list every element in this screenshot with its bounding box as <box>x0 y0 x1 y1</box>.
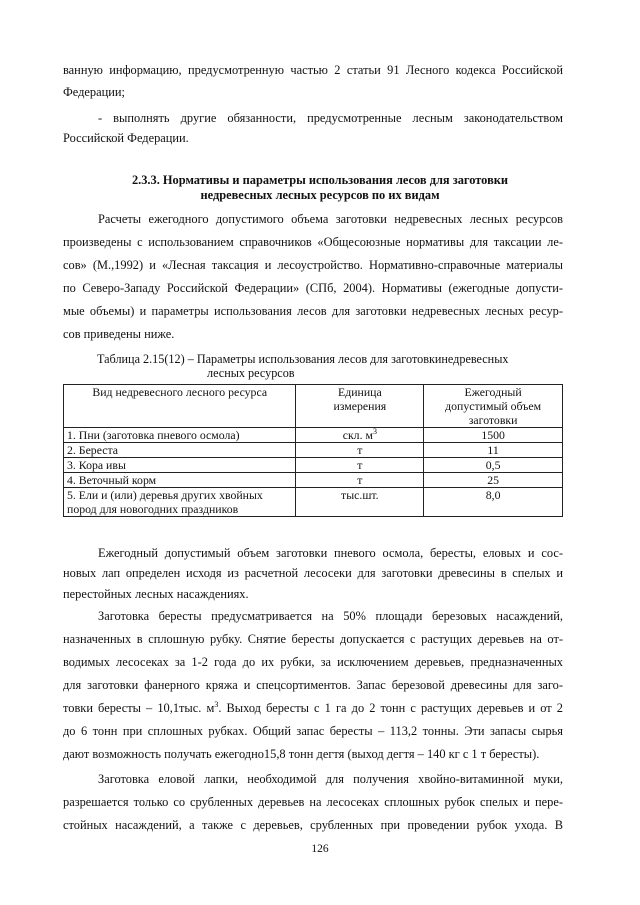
header-unit: Единица измерения <box>296 385 424 428</box>
para3-line-4: для заготовки фанерного кряжа и спецсортиментов. Запас березовой древесины для заго- <box>63 678 563 692</box>
cell-resource: 4. Веточный корм <box>64 473 296 488</box>
cell-value: 0,5 <box>424 458 563 473</box>
intro-line-4: Российской Федерации. <box>63 131 189 145</box>
table-row <box>64 488 563 517</box>
cell-unit: т <box>296 473 424 488</box>
para2-line-2: новых лап определен исходя из расчетной лесосеки для заготовки древесины в спелых и <box>63 566 563 580</box>
para3-line-3: водимых лесосеках за 1-2 года до их рубки, за исключением деревьев, предназначенных <box>63 655 563 669</box>
table-row <box>64 473 563 488</box>
table-caption-line-1: Таблица 2.15(12) – Параметры использования лесов для заготовкинедревесных <box>97 352 509 366</box>
cell-unit: т <box>296 458 424 473</box>
table-row <box>64 428 563 443</box>
table-row <box>64 458 563 473</box>
para4-line-1: Заготовка еловой лапки, необходимой для получения хвойно-витаминной муки, <box>98 772 563 786</box>
para3-line-1: Заготовка бересты предусматривается на 50% площади березовых насаждений, <box>98 609 563 623</box>
cell-unit: т <box>296 443 424 458</box>
header-resource-type: Вид недревесного лесного ресурса <box>64 385 296 428</box>
para4-line-2: разрешается только со срубленных деревьев на лесосеках сплошных рубок спелых и пере- <box>63 795 563 809</box>
cell-unit: скл. $м^3$ <box>296 428 424 443</box>
cell-value: 8,0 <box>424 488 563 517</box>
intro-line-3: - выполнять другие обязанности, предусмотренные лесным законодательством <box>98 111 563 125</box>
intro-line-1: ванную информацию, предусмотренную частью 2 статьи 91 Лесного кодекса Российской <box>63 63 563 77</box>
table-row <box>64 443 563 458</box>
para3-line-7: дают возможность получать ежегодно15,8 тонн дегтя (выход дегтя – 140 кг с 1 т бересты). <box>63 747 540 761</box>
para3-line-2: назначенных в сплошную рубку. Снятие бересты допускается с растущих деревьев на от- <box>63 632 563 646</box>
cell-unit: тыс.шт. <box>296 488 424 517</box>
page-number: 126 <box>311 843 329 855</box>
para1-line-5: мые объемы) и параметры использования лесов для заготовки недревесных лесных ресур- <box>63 304 563 318</box>
table-header-row <box>64 385 563 428</box>
cell-resource: 3. Кора ивы <box>64 458 296 473</box>
para1-line-2: произведены с использованием справочников «Общесоюзные нормативы для таксации ле- <box>63 235 563 249</box>
para3-line-6: до 6 тонн при сплошных рубках. Общий запас бересты – 113,2 тонны. Эти запасы сырья <box>63 724 563 738</box>
cell-value: 25 <box>424 473 563 488</box>
para4-line-3: стойных насаждений, а также с деревьев, срубленных при проведении рубок ухода. В <box>63 818 563 832</box>
para1-line-1: Расчеты ежегодного допустимого объема заготовки недревесных лесных ресурсов <box>98 212 563 226</box>
para2-line-3: перестойных лесных насаждениях. <box>63 587 249 601</box>
header-annual-volume: Ежегодный допустимый объем заготовки <box>424 385 563 428</box>
section-title-line-1: 2.3.3. Нормативы и параметры использования лесов для заготовки <box>131 173 509 187</box>
section-title-line-2: недревесных лесных ресурсов по их видам <box>200 188 440 202</box>
cell-resource: 2. Береста <box>64 443 296 458</box>
cell-resource: 5. Ели и (или) деревья других хвойных пород для новогодних праздников <box>64 488 296 517</box>
para3-line-5: товки бересты – 10,1тыс. $м^3$. Выход бересты с 1 га до 2 тонн с растущих деревьев и от 2 <box>63 700 563 715</box>
table-caption-line-2: лесных ресурсов <box>207 366 295 380</box>
para1-line-6: сов приведены ниже. <box>63 327 175 341</box>
cell-value: 11 <box>424 443 563 458</box>
cell-resource: 1. Пни (заготовка пневого осмола) <box>64 428 296 443</box>
intro-line-2: Федерации; <box>63 85 125 99</box>
para1-line-3: сов» (М.,1992) и «Лесная таксация и лесоустройство. Нормативно-справочные материалы <box>63 258 563 272</box>
resources-table <box>63 384 563 517</box>
cell-value: 1500 <box>424 428 563 443</box>
para2-line-1: Ежегодный допустимый объем заготовки пневого осмола, бересты, еловых и сос- <box>98 546 563 560</box>
para1-line-4: по Северо-Западу Российской Федерации» (СПб, 2004). Нормативы (ежегодные допусти- <box>63 281 563 295</box>
